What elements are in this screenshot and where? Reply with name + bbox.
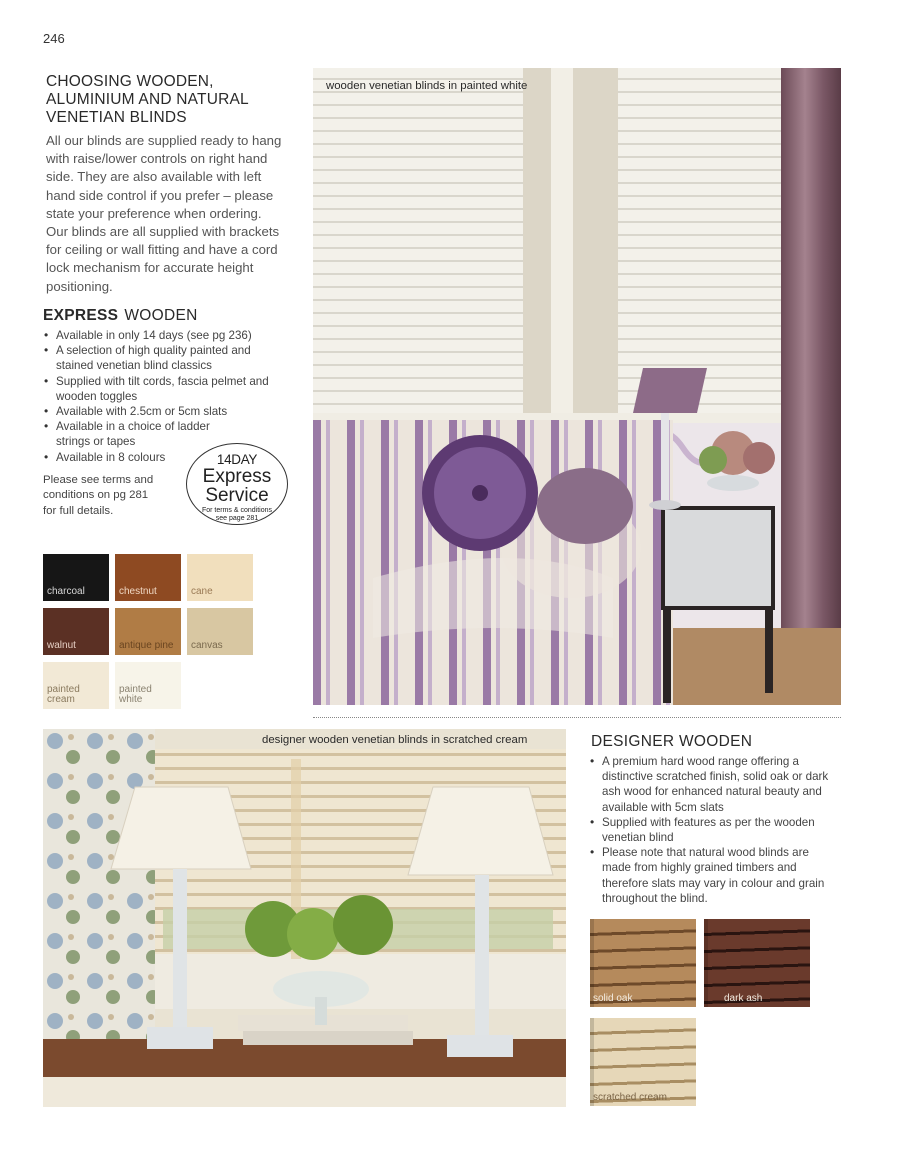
swatch-cane xyxy=(187,554,253,601)
badge-express: Express xyxy=(202,466,272,487)
bottom-photo-caption: designer wooden venetian blinds in scratched cream xyxy=(262,734,528,746)
express-heading xyxy=(43,307,198,325)
swatch-label: canvas xyxy=(191,640,223,651)
swatch-label: chestnut xyxy=(119,586,157,597)
top-photo-caption: wooden venetian blinds in painted white xyxy=(326,80,528,92)
intro-title-line: ALUMINIUM AND NATURAL xyxy=(46,91,249,108)
intro-title xyxy=(46,73,249,127)
swatch-painted-white xyxy=(115,662,181,709)
swatch-label: charcoal xyxy=(47,586,85,597)
intro-title-line: CHOOSING WOODEN, xyxy=(46,73,214,90)
finish-thumb-solid-oak xyxy=(590,919,696,1007)
finish-thumb-dark-ash xyxy=(704,919,810,1007)
express-heading-rest: WOODEN xyxy=(124,307,198,324)
swatch-painted-cream xyxy=(43,662,109,709)
swatch-charcoal xyxy=(43,554,109,601)
express-bullet: • A selection of high quality painted and stained venetian blind classics xyxy=(44,343,294,373)
finish-thumb-label: scratched cream xyxy=(593,1092,667,1103)
swatch-label: cane xyxy=(191,586,213,597)
express-bullet: • Available in only 14 days (see pg 236) xyxy=(44,328,294,343)
swatch-antique-pine xyxy=(115,608,181,655)
living-room-scene-illustration xyxy=(313,68,841,705)
express-bullets xyxy=(44,328,294,465)
express-bullet: • Available in 8 colours xyxy=(44,450,294,465)
designer-bullet: • A premium hard wood range offering a distinctive scratched finish, solid oak or dark ash wood for enhanced natural beauty and available with 5cm slats xyxy=(590,754,840,815)
express-bullet: • Available in a choice of ladder strings or tapes xyxy=(44,419,294,449)
window-scene-illustration xyxy=(43,729,566,1107)
photo-painted-white-blinds xyxy=(313,68,841,705)
swatch-label: antique pine xyxy=(119,640,174,651)
intro-body-line: side. They are also available with left xyxy=(46,169,262,185)
intro-body-line: Our blinds are all supplied with brackets xyxy=(46,224,280,240)
designer-bullet: • Supplied with features as per the wooden venetian blind xyxy=(590,815,840,845)
designer-heading: DESIGNER WOODEN xyxy=(591,733,753,750)
express-heading-bold: EXPRESS xyxy=(43,307,119,324)
designer-bullets xyxy=(590,754,840,906)
photo-scratched-cream-blinds xyxy=(43,729,566,1107)
badge-service: Service xyxy=(205,485,269,506)
badge-terms: For terms & conditions see page 281 xyxy=(201,507,273,522)
intro-body-line: for ceiling or wall fitting and have a cord xyxy=(46,242,278,258)
swatch-canvas xyxy=(187,608,253,655)
swatch-label: painted cream xyxy=(47,684,80,705)
finish-thumb-scratched-cream xyxy=(590,1018,696,1106)
express-bullet: • Available with 2.5cm or 5cm slats xyxy=(44,404,294,419)
intro-body-line: state your preference when ordering. xyxy=(46,205,262,221)
badge-days: 14DAY xyxy=(216,452,258,467)
swatch-label: walnut xyxy=(47,640,76,651)
swatch-walnut xyxy=(43,608,109,655)
page-number: 246 xyxy=(43,31,65,46)
intro-body-line: hand side control if you prefer – please xyxy=(46,187,274,203)
intro-body xyxy=(46,132,281,296)
terms-note: Please see terms and conditions on pg 281 for full details. xyxy=(43,474,154,517)
designer-bullet: • Please note that natural wood blinds are made from highly grained timbers and therefore slats may vary in colour and grain throughout the blind. xyxy=(590,845,840,906)
intro-body-line: lock mechanism for accurate height xyxy=(46,260,254,276)
intro-body-line: positioning. xyxy=(46,278,113,294)
express-service-badge xyxy=(186,443,288,525)
section-divider xyxy=(313,717,841,718)
intro-title-line: VENETIAN BLINDS xyxy=(46,109,187,126)
finish-thumb-label: dark ash xyxy=(724,993,763,1004)
finish-thumb-label: solid oak xyxy=(593,993,633,1004)
intro-body-line: with raise/lower controls on right hand xyxy=(46,151,268,167)
swatch-label: painted white xyxy=(119,684,152,705)
express-bullet: • Supplied with tilt cords, fascia pelmet and wooden toggles xyxy=(44,374,294,404)
intro-body-line: All our blinds are supplied ready to hang xyxy=(46,133,282,148)
swatch-chestnut xyxy=(115,554,181,601)
